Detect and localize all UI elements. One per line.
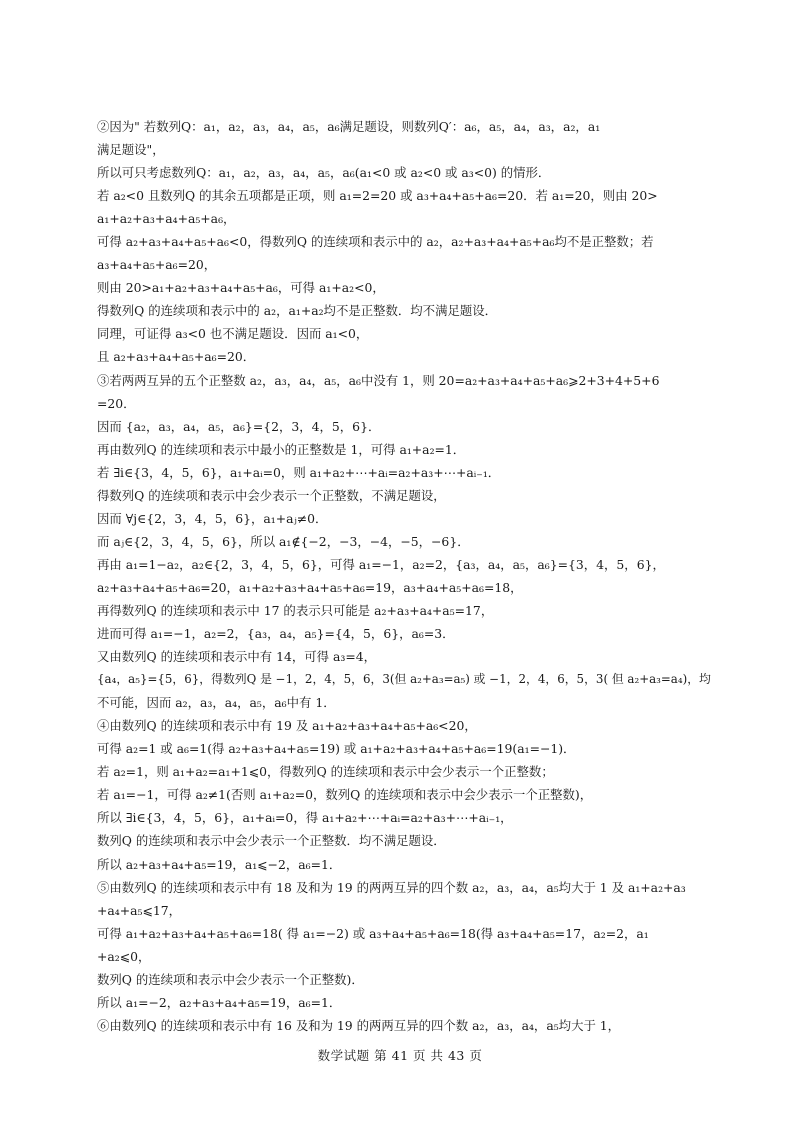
text-line: 则由 20>a₁+a₂+a₃+a₄+a₅+a₆，可得 a₁+a₂<0， [97,280,385,296]
text-line: ④由数列Q 的连续项和表示中有 19 及 a₁+a₂+a₃+a₄+a₅+a₆<20， [97,718,477,734]
text-line: 再由 a₁=1−a₂，a₂∈{2，3，4，5，6}，可得 a₁=−1，a₂=2，{a₃，a₄，a₅，a₆}={3，4，5，6}， [97,556,665,572]
text-line: +a₂⩽0， [97,948,151,964]
text-line: 而 aⱼ∈{2，3，4，5，6}，所以 a₁∉{−2，−3，−4，−5，−6}． [97,533,470,549]
text-line: ⑥由数列Q 的连续项和表示中有 16 及和为 19 的两两互异的四个数 a₂，a₃，a₄，a₅均大于 1， [97,1017,621,1033]
text-line: 数列Q 的连续项和表示中会少表示一个正整数)． [97,971,364,987]
text-line: +a₄+a₅⩽17， [97,902,182,918]
text-line: 进而可得 a₁=−1，a₂=2，{a₃，a₄，a₅}={4，5，6}，a₆=3． [97,626,455,642]
text-line: 得数列Q 的连续项和表示中会少表示一个正整数，不满足题设， [97,487,446,503]
text-line: 因而 {a₂，a₃，a₄，a₅，a₆}={2，3，4，5，6}． [97,418,381,434]
text-line: 同理，可证得 a₃<0 也不满足题设．因而 a₁<0， [97,326,369,342]
text-line: =20． [97,395,136,411]
text-line: ⑤由数列Q 的连续项和表示中有 18 及和为 19 的两两互异的四个数 a₂，a₃，a₄，a₅均大于 1 及 a₁+a₂+a₃ [97,879,686,895]
text-line: 不可能，因而 a₂，a₃，a₄，a₅，a₆中有 1． [97,695,336,711]
text-line: 再由数列Q 的连续项和表示中最小的正整数是 1，可得 a₁+a₂=1． [97,441,466,457]
text-line: 且 a₂+a₃+a₄+a₅+a₆=20． [97,349,256,365]
text-line: 可得 a₁+a₂+a₃+a₄+a₅+a₆=18( 得 a₁=−2) 或 a₃+a₄+a₅+a₆=18(得 a₃+a₄+a₅=17，a₂=2，a₁ [97,925,649,941]
text-line: 又由数列Q 的连续项和表示中有 14，可得 a₃=4， [97,649,377,665]
text-line: {a₄，a₅}={5，6}，得数列Q 是 −1，2，4，5，6，3(但 a₂+a₃=a₅) 或 −1，2，4，6，5，3( 但 a₂+a₃=a₄)，均 [97,672,711,687]
text-line: 若 a₂<0 且数列Q 的其余五项都是正项，则 a₁=2=20 或 a₃+a₄+a₅+a₆=20．若 a₁=20，则由 20> [97,188,658,204]
text-line: 满足题设"， [97,142,165,158]
solution-text [97,115,717,1037]
text-line: a₃+a₄+a₅+a₆=20， [97,257,217,273]
text-line: 数列Q 的连续项和表示中会少表示一个正整数．均不满足题设． [97,833,446,849]
text-line: 所以 a₁=−2，a₂+a₃+a₄+a₅=19，a₆=1． [97,994,342,1010]
page-footer: 数学试题 第 41 页 共 43 页 [317,1048,483,1063]
text-line: ③若两两互异的五个正整数 a₂，a₃，a₄，a₅，a₆中没有 1，则 20=a₂+a₃+a₄+a₅+a₆⩾2+3+4+5+6 [97,372,660,388]
text-line: 得数列Q 的连续项和表示中的 a₂，a₁+a₂均不是正整数．均不满足题设． [97,303,498,319]
text-line: 所以 a₂+a₃+a₄+a₅=19，a₁⩽−2，a₆=1． [97,856,342,872]
text-line: 若 a₁=−1，可得 a₂≠1(否则 a₁+a₂=0，数列Q 的连续项和表示中会少表示一个正整数)， [97,787,593,803]
text-line: 因而 ∀j∈{2，3，4，5，6}，a₁+aⱼ≠0． [97,510,328,526]
text-line: 所以 ∃i∈{3，4，5，6}，a₁+aᵢ=0，得 a₁+a₂+⋯+aᵢ=a₂+a₃+⋯+aᵢ₋₁， [97,810,513,826]
text-line: 若 ∃i∈{3，4，5，6}，a₁+aᵢ=0，则 a₁+a₂+⋯+aᵢ=a₂+a₃+⋯+aᵢ₋₁． [97,464,501,480]
text-line: ②因为" 若数列Q：a₁，a₂，a₃，a₄，a₅，a₆满足题设，则数列Q′：a₆，a₅，a₄，a₃，a₂，a₁ [97,119,601,134]
text-line: 所以可只考虑数列Q：a₁，a₂，a₃，a₄，a₅，a₆(a₁<0 或 a₂<0 或 a₃<0) 的情形． [97,165,551,181]
text-line: 再得数列Q 的连续项和表示中 17 的表示只可能是 a₂+a₃+a₄+a₅=17， [97,602,494,618]
text-line: 可得 a₂+a₃+a₄+a₅+a₆<0，得数列Q 的连续项和表示中的 a₂，a₂+a₃+a₄+a₅+a₆均不是正整数；若 [97,234,654,250]
text-line: 若 a₂=1，则 a₁+a₂=a₁+1⩽0，得数列Q 的连续项和表示中会少表示一个正整数； [97,764,554,780]
text-line: a₁+a₂+a₃+a₄+a₅+a₆， [97,211,236,227]
text-line: a₂+a₃+a₄+a₅+a₆=20，a₁+a₂+a₃+a₄+a₅+a₆=19，a₃+a₄+a₅+a₆=18， [97,579,523,595]
text-line: 可得 a₂=1 或 a₆=1(得 a₂+a₃+a₄+a₅=19) 或 a₁+a₂+a₃+a₄+a₅+a₆=19(a₁=−1)． [97,741,576,757]
